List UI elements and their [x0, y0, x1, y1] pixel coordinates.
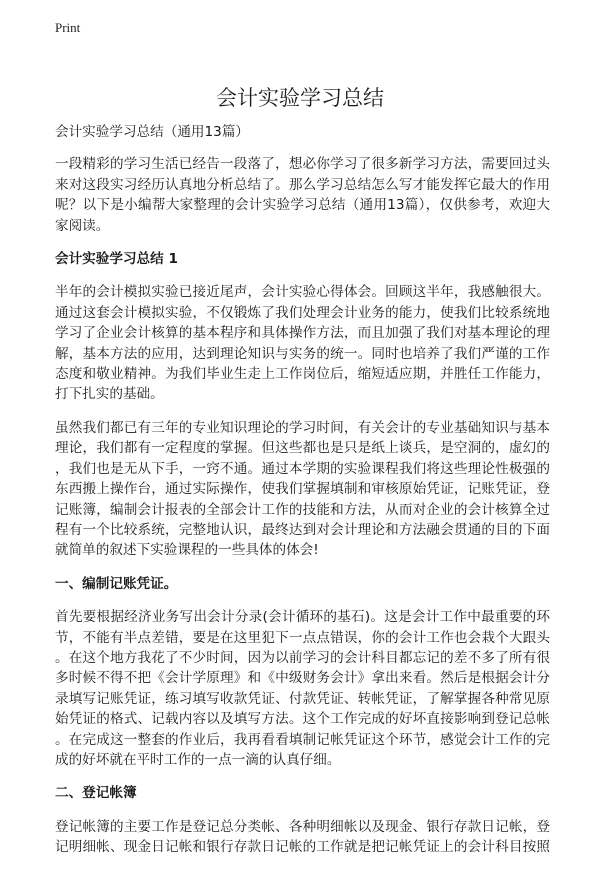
section-heading: 二、登记帐簿 [55, 785, 137, 802]
paragraph-line: ，我们也是无从下手，一窍不通。通过本学期的实验课程我们将这些理论性极强的 [55, 460, 550, 477]
paragraph [55, 817, 550, 858]
paragraph-line: 通过这套会计模拟实验，不仅锻炼了我们处理会计业务的能力，使我们比较系统地 [55, 304, 550, 321]
paragraph-line: 态度和敬业精神。为我们毕业生走上工作岗位后，缩短适应期，并胜任工作能力， [55, 366, 550, 383]
paragraph [55, 282, 550, 404]
paragraph-line: 理论，我们都有一定程度的掌握。但这些都也是只是纸上谈兵，是空洞的，虚幻的 [55, 440, 550, 457]
paragraph-line: 首先要根据经济业务写出会计分录(会计循环的基石)。这是会计工作中最重要的环 [55, 609, 550, 626]
paragraph-line: 一段精彩的学习生活已经告一段落了，想必你学习了很多新学习方法，需要回过头 [55, 156, 550, 173]
paragraph-line: 学习了企业会计核算的基本程序和具体操作方法，而且加强了我们对基本理论的理 [55, 325, 550, 342]
paragraph-line: 始凭证的格式、记载内容以及填写方法。这个工作完成的好坏直接影响到登记总帐 [55, 711, 550, 728]
paragraph-line: 打下扎实的基础。 [55, 386, 164, 403]
paragraph-line: 虽然我们都已有三年的专业知识理论的学习时间，有关会计的专业基础知识与基本 [55, 419, 550, 436]
paragraph-line: 程有一个比较系统，完整地认识，最终达到对会计理论和方法融会贯通的目的下面 [55, 521, 550, 538]
print-link[interactable]: Print [55, 20, 81, 35]
paragraph [55, 154, 550, 236]
paragraph-line: 家阅读。 [55, 217, 110, 234]
document-body [55, 122, 550, 871]
paragraph-line: 记账簿，编制会计报表的全部会计工作的技能和方法，从而对企业的会计核算全过 [55, 501, 550, 518]
paragraph [55, 418, 550, 561]
paragraph-line: 呢？以下是小编帮大家整理的会计实验学习总结（通用13篇），仅供参考，欢迎大 [55, 197, 550, 214]
paragraph-line: 来对这段实习经历认真地分析总结了。那么学习总结怎么写才能发挥它最大的作用 [55, 176, 550, 193]
paragraph-line: 记明细帐、现金日记帐和银行存款日记帐的工作就是把记帐凭证上的会计科目按照 [55, 839, 550, 856]
section-heading: 一、编制记账凭证。 [55, 575, 178, 592]
paragraph-line: 半年的会计模拟实验已接近尾声，会计实验心得体会。回顾这半年，我感触很大。 [55, 284, 550, 301]
paragraph-line: 录填写记账凭证，练习填写收款凭证、付款凭证、转帐凭证，了解掌握各种常见原 [55, 690, 550, 707]
paragraph-line: 。在这个地方我花了不少时间，因为以前学习的会计科目都忘记的差不多了所有很 [55, 649, 550, 666]
paragraph-line: 登记帐簿的主要工作是登记总分类帐、各种明细帐以及现金、银行存款日记帐，登 [55, 818, 550, 835]
document-title: 会计实验学习总结 [216, 86, 384, 110]
paragraph-line: 节，不能有半点差错，要是在这里犯下一点点错误，你的会计工作也会栽个大跟头 [55, 629, 550, 646]
document-subtitle: 会计实验学习总结（通用13篇） [55, 124, 250, 140]
section-heading: 会计实验学习总结 1 [55, 251, 178, 268]
paragraph-line: 。在完成这一整套的作业后，我再看看填制记帐凭证这个环节，感觉会计工作的完 [55, 731, 550, 748]
paragraph-line: 多时候不得不把《会计学原理》和《中级财务会计》拿出来看。然后是根据会计分 [55, 670, 550, 687]
paragraph [55, 607, 550, 770]
paragraph-line: 就简单的叙述下实验课程的一些具体的体会! [55, 542, 319, 559]
paragraph-line: 解，基本方法的应用，达到理论知识与实务的统一。同时也培养了我们严谨的工作 [55, 345, 550, 362]
paragraph-line: 东西搬上操作台，通过实际操作，使我们掌握填制和审核原始凭证，记账凭证，登 [55, 481, 550, 498]
paragraph-line: 成的好坏就在平时工作的一点一滴的认真仔细。 [55, 751, 341, 768]
